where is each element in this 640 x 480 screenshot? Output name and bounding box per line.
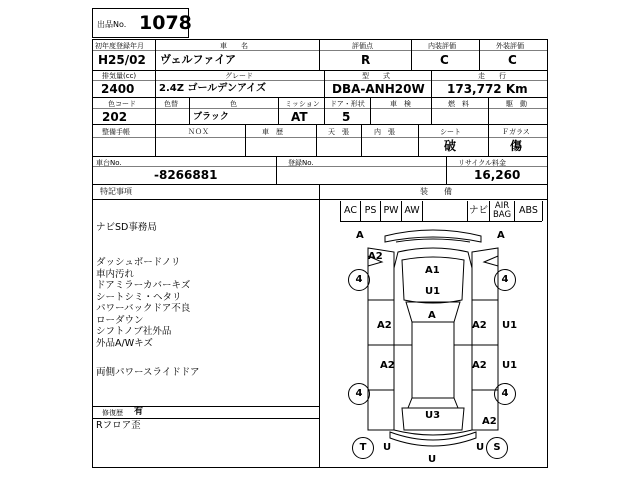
doors-label: ドア・形状 [330,100,365,108]
car-name-label: 車 名 [220,42,248,50]
damage-right-front-door-u: U1 [502,320,518,331]
damage-bonnet-u1: U1 [425,286,441,297]
exterior-grade-value: C [508,53,517,67]
mission-label: ミッション [285,100,320,108]
repair-history-label: 修復歴 [102,409,123,417]
chassis-value: -8266881 [154,168,218,182]
inspection-label: 車 検 [390,100,411,108]
damage-rear-right: A2 [482,416,497,427]
note-item: シフトノブ社外品 [96,326,172,337]
damage-right-front-door: A2 [472,320,487,331]
model-value: DBA-ANH20W [332,82,425,96]
vehicle-history-label: 車 歴 [262,128,283,136]
first-registration-value: H25/02 [98,53,146,67]
color-change-label: 色替 [164,100,178,108]
damage-left-rear-door: A2 [380,360,395,371]
color-code-label: 色コード [108,100,136,108]
damage-right-rear-door: A2 [472,360,487,371]
note-item: シートシミ・ヘタリ [96,291,182,303]
nox-label: ＮＯＸ [188,128,209,136]
repair-history-value: 有 [134,407,144,417]
score-label: 評価点 [352,42,373,50]
color-code-value: 202 [102,110,128,124]
color-value: ブラック [193,112,229,122]
front-glass-value: 傷 [510,139,523,153]
drive-label: 駆 動 [506,100,527,108]
fuel-label: 燃 料 [448,100,469,108]
exterior-grade-label: 外装評価 [496,42,524,50]
wheel-front-left: 4 [348,269,370,291]
note-item: 外品A/Wキズ [96,337,153,349]
note-item: 車内汚れ [96,268,135,280]
damage-front-right: A [497,230,505,241]
mileage-label: 走 行 [478,72,506,80]
wheel-rear-right: 4 [494,383,516,405]
equipment-header: 装 備 [420,187,452,196]
car-name-value: ヴェルファイア [160,53,237,66]
tire-tool-circle: T [352,437,374,459]
maintenance-book-label: 整備手帳 [102,128,130,136]
equip-aw: AW [402,201,423,221]
interior-grade-label: 内装評価 [428,42,456,50]
equip-pw: PW [381,201,402,221]
note-item: ダッシュボードノリ [96,257,181,268]
note-item: パワーバックドア不良 [96,303,191,314]
note-item: ドアミラーカバーキズ [96,280,191,291]
damage-rear-hatch: U3 [425,410,441,421]
equip-abs: ABS [519,205,538,216]
repair-note: Rフロア歪 [96,420,141,431]
recycle-fee-label: リサイクル料金 [458,159,507,167]
color-label: 色 [230,100,237,108]
note-line-navi: ナビSD事務局 [96,222,157,233]
chassis-label: 車台No. [96,159,122,167]
displacement-value: 2400 [101,82,135,96]
damage-right-rear-door-u: U1 [502,360,518,371]
seat-label: シート [440,128,461,136]
damage-roof: A [428,310,436,321]
damage-tire-u: U [383,442,392,453]
recycle-fee-value: 16,260 [474,168,521,182]
spare-tire-circle: S [486,437,508,459]
damage-left-front-door: A2 [377,320,392,331]
interior-grade-value: C [440,53,449,67]
wheel-front-right: 4 [494,269,516,291]
notes-header: 特記事項 [100,187,132,196]
front-glass-label: Ｆガラス [502,128,530,136]
equip-airbag: AIR BAG [490,201,515,221]
mission-value: AT [291,110,308,124]
displacement-label: 排気量(cc) [102,72,137,80]
equip-ac: AC [340,201,361,221]
damage-front-corner: A2 [368,251,383,262]
wheel-rear-left: 4 [348,383,370,405]
seat-value: 破 [444,139,457,153]
grade-value: 2.4Z ゴールデンアイズ [159,83,267,94]
damage-front-left: A [356,230,364,241]
damage-spare-u: U [476,442,485,453]
registration-label: 登録No. [288,159,314,167]
lot-number: 1078 [139,12,192,34]
equip-ps: PS [361,201,381,221]
grade-label: グレード [225,72,253,80]
note-line-slide-doors: 両側パワースライドドア [96,367,200,378]
damage-rear-bumper: U [428,454,437,465]
note-item: ローダウン [96,314,144,326]
interior-trim-label: 内 張 [374,128,395,136]
doors-value: 5 [342,110,351,124]
damage-bonnet-a1: A1 [425,265,440,276]
mileage-value: 173,772 Km [447,82,528,96]
lot-label: 出品No. [97,20,127,29]
equip-navi: ナビ [468,201,490,221]
model-label: 型 式 [362,72,390,80]
score-value: R [361,53,371,67]
headliner-label: 天 張 [328,128,349,136]
year-label: 初年度登録年月 [95,42,144,50]
